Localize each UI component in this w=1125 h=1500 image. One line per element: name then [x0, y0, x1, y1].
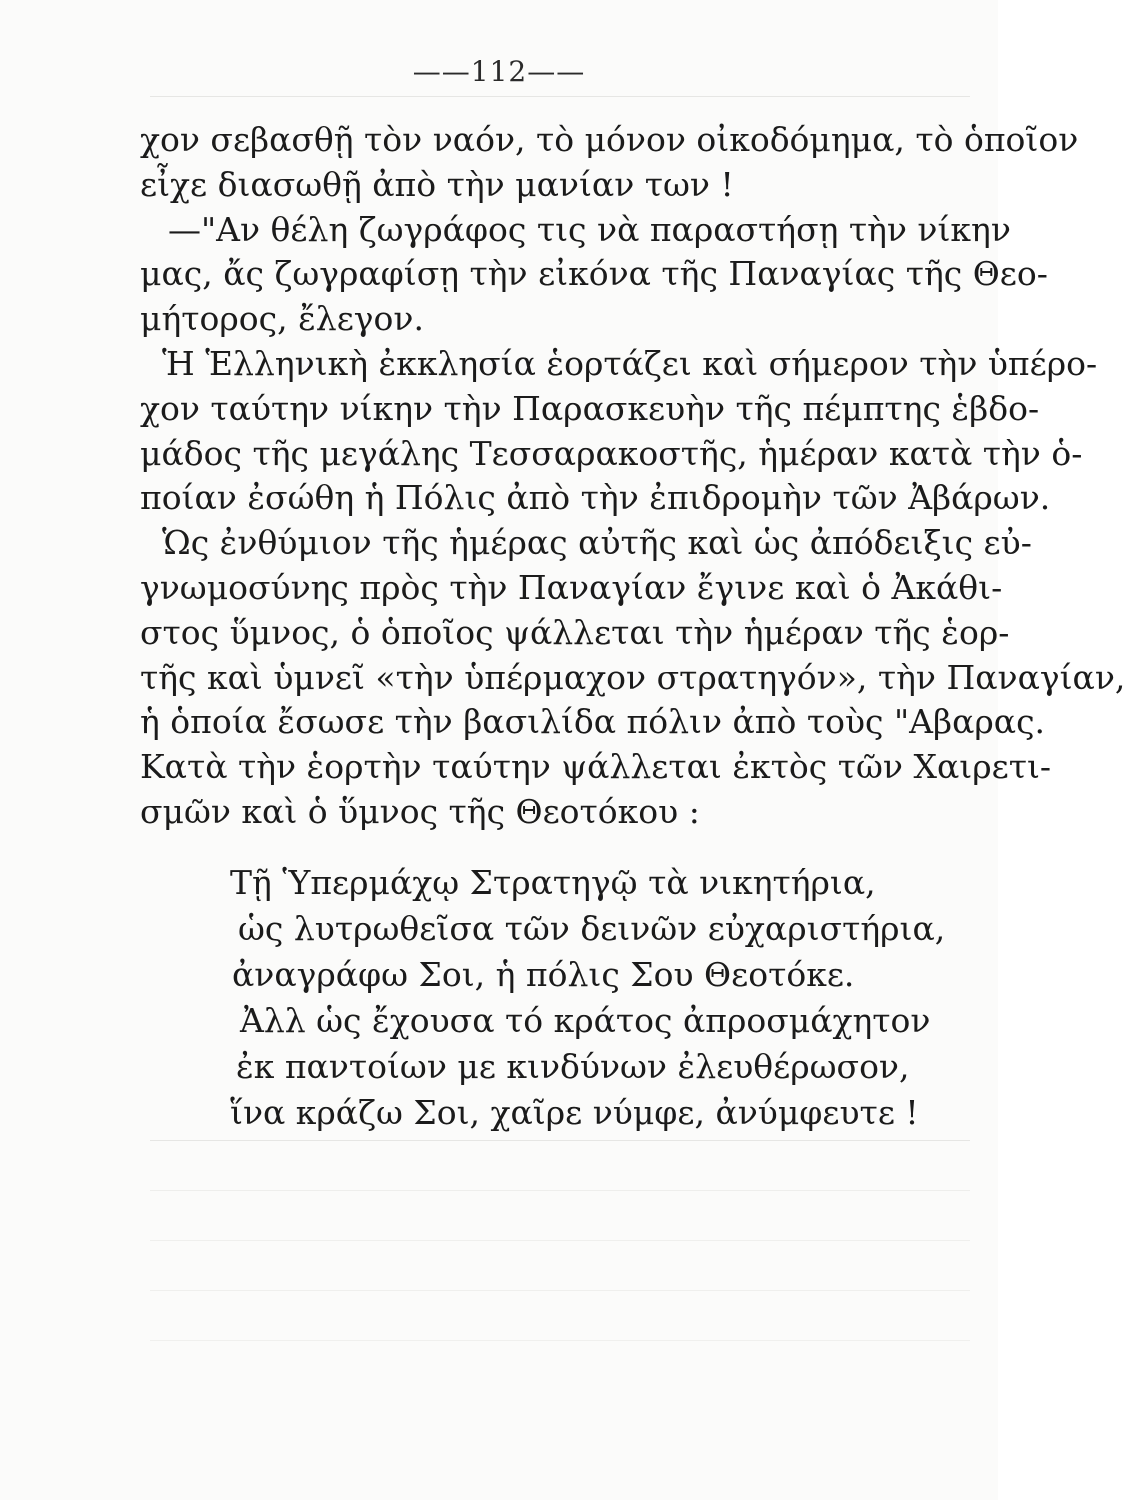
text-line: εἶχε διασωθῇ ἀπὸ τὴν μανίαν των !	[140, 164, 734, 204]
bleed-through-line	[150, 1340, 970, 1341]
bleed-through-line	[150, 1140, 970, 1141]
page-number: ——112——	[412, 55, 586, 88]
hymn-line: Ἀλλ ὡς ἔχουσα τό κράτος ἀπροσμάχητον	[240, 1001, 931, 1040]
text-line: στος ὕμνος, ὁ ὁποῖος ψάλλεται τὴν ἡμέραν τῆς ἑορ-	[140, 612, 1010, 652]
text-line: μάδος τῆς μεγάλης Τεσσαρακοστῆς, ἡμέραν κατὰ τὴν ὁ-	[140, 433, 1083, 473]
text-line: Ἡ Ἑλληνικὴ ἐκκλησία ἑορτάζει καὶ σήμερον τὴν ὑπέρο-	[162, 343, 1098, 383]
text-line: τῆς καὶ ὑμνεῖ «τὴν ὑπέρμαχον στρατηγόν», τὴν Παναγίαν,	[140, 657, 1125, 697]
text-line: σμῶν καὶ ὁ ὕμνος τῆς Θεοτόκου :	[140, 791, 700, 831]
hymn-line: ἐκ παντοίων με κινδύνων ἐλευθέρωσον,	[236, 1047, 910, 1086]
bleed-through-line	[150, 96, 970, 97]
bleed-through-line	[150, 1290, 970, 1291]
hymn-line: ἵνα κράζω Σοι, χαῖρε νύμφε, ἀνύμφευτε !	[230, 1093, 919, 1132]
body-text	[140, 118, 1125, 835]
bleed-through-line	[150, 1190, 970, 1191]
hymn-line: ὡς λυτρωθεῖσα τῶν δεινῶν εὐχαριστήρια,	[238, 909, 946, 948]
hymn-verse	[228, 860, 945, 1136]
text-line: χον ταύτην νίκην τὴν Παρασκευὴν τῆς πέμπτης ἑβδο-	[140, 388, 1040, 428]
text-line: Ὡς ἐνθύμιον τῆς ἡμέρας αὐτῆς καὶ ὡς ἀπόδειξις εὐ-	[162, 523, 1032, 563]
hymn-line: ἀναγράφω Σοι, ἡ πόλις Σου Θεοτόκε.	[232, 955, 855, 994]
bleed-through-line	[150, 1240, 970, 1241]
text-line: ποίαν ἐσώθη ἡ Πόλις ἀπὸ τὴν ἐπιδρομὴν τῶν Ἀβάρων.	[140, 478, 1051, 518]
text-line: Κατὰ τὴν ἑορτὴν ταύτην ψάλλεται ἐκτὸς τῶν Χαιρετι-	[140, 747, 1052, 787]
hymn-line: Τῇ Ὑπερμάχῳ Στρατηγῷ τὰ νικητήρια,	[230, 863, 876, 902]
text-line: ἡ ὁποία ἔσωσε τὴν βασιλίδα πόλιν ἀπὸ τοὺς "Αβαρας.	[140, 702, 1046, 742]
text-line: μας, ἄς ζωγραφίσῃ τὴν εἰκόνα τῆς Παναγίας τῆς Θεο-	[140, 254, 1048, 294]
text-line: χον σεβασθῇ τὸν ναόν, τὸ μόνον οἰκοδόμημα, τὸ ὁποῖον	[140, 120, 1079, 159]
text-line: —"Αν θέλη ζωγράφος τις νὰ παραστήσῃ τὴν νίκην	[168, 209, 1011, 249]
text-line: μήτορος, ἔλεγον.	[140, 299, 424, 339]
text-line: γνωμοσύνης πρὸς τὴν Παναγίαν ἔγινε καὶ ὁ Ἀκάθι-	[140, 567, 1003, 607]
